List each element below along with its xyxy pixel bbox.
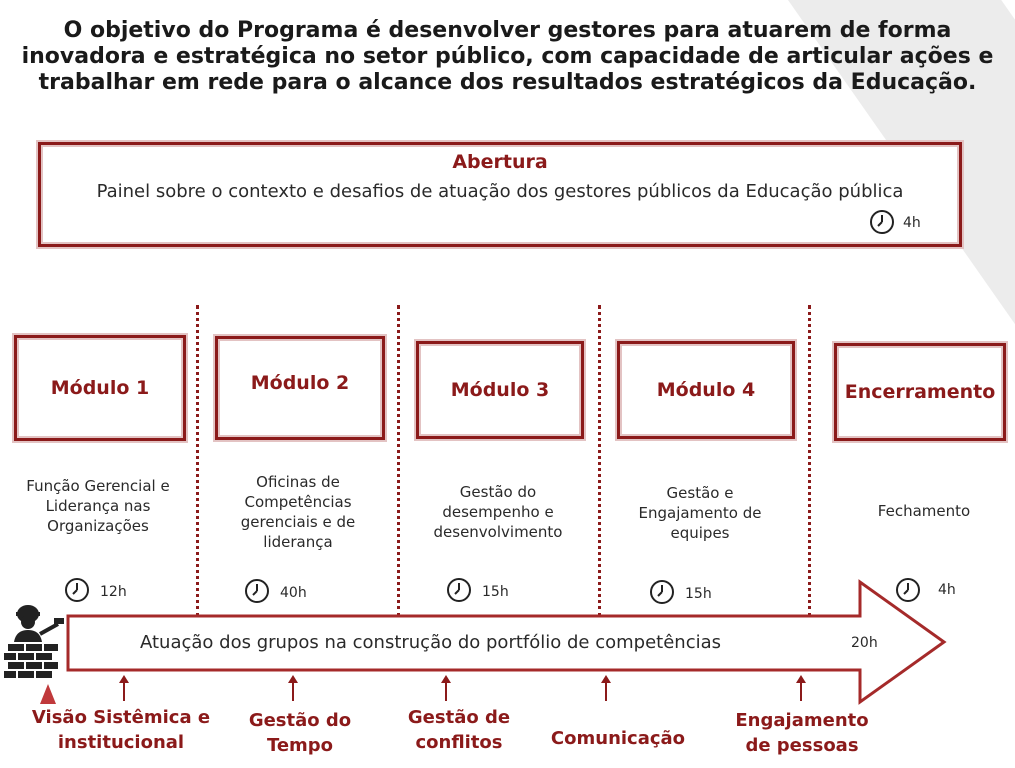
opening-box bbox=[38, 142, 962, 247]
column-divider bbox=[598, 305, 601, 617]
module-3-box bbox=[416, 341, 584, 439]
module-3-description: Gestão do desempenho e desenvolvimento bbox=[433, 483, 563, 541]
portfolio-text: Atuação dos grupos na construção do portfólio de competências bbox=[140, 632, 722, 653]
module-2-box bbox=[215, 336, 385, 440]
opening-description: Painel sobre o contexto e desafios de atuação dos gestores públicos da Educação pública bbox=[96, 181, 904, 202]
arrow-up-icon bbox=[40, 684, 56, 706]
closing-box bbox=[834, 343, 1006, 441]
competency-people-engagement: Engajamento de pessoas bbox=[735, 710, 869, 756]
competency-communication: Comunicação bbox=[550, 728, 686, 749]
opening-hours: 4h bbox=[903, 215, 921, 231]
module-2-hours: 40h bbox=[280, 585, 307, 601]
column-divider bbox=[196, 305, 199, 617]
module-2-title: Módulo 2 bbox=[250, 372, 350, 394]
arrow-up-icon bbox=[118, 675, 130, 701]
module-2-description: Oficinas de Competências gerenciais e de liderança bbox=[240, 473, 356, 551]
arrow-up-icon bbox=[795, 675, 807, 701]
closing-description: Fechamento bbox=[877, 502, 971, 520]
closing-title: Encerramento bbox=[844, 381, 996, 403]
competency-time-management: Gestão do Tempo bbox=[248, 710, 352, 756]
column-divider bbox=[808, 305, 811, 617]
competency-conflict-management: Gestão de conflitos bbox=[407, 707, 511, 753]
module-4-description: Gestão e Engajamento de equipes bbox=[638, 484, 762, 542]
clock-icon bbox=[869, 209, 895, 235]
arrow-up-icon bbox=[287, 675, 299, 701]
module-1-hours: 12h bbox=[100, 584, 127, 600]
module-4-box bbox=[617, 341, 795, 439]
module-3-hours: 15h bbox=[482, 584, 509, 600]
module-4-title: Módulo 4 bbox=[656, 379, 756, 401]
portfolio-hours: 20h bbox=[851, 635, 878, 651]
module-1-title: Módulo 1 bbox=[50, 377, 150, 399]
column-divider bbox=[397, 305, 400, 617]
closing-hours: 4h bbox=[938, 582, 956, 598]
arrow-up-icon bbox=[440, 675, 452, 701]
module-1-description: Função Gerencial e Liderança nas Organizações bbox=[26, 477, 170, 535]
builder-icon bbox=[2, 598, 68, 682]
module-4-hours: 15h bbox=[685, 586, 712, 602]
module-3-title: Módulo 3 bbox=[450, 379, 550, 401]
opening-title: Abertura bbox=[452, 151, 548, 173]
competency-systemic-vision: Visão Sistêmica e institucional bbox=[28, 705, 214, 755]
module-1-box bbox=[14, 335, 186, 441]
arrow-up-icon bbox=[600, 675, 612, 701]
program-objective-title: O objetivo do Programa é desenvolver gestores para atuarem de forma inovadora e estratégica no setor público, com capacidade de articular ações e trabalhar em rede para o alcance dos resultados estratégicos da Educação. bbox=[21, 18, 994, 95]
